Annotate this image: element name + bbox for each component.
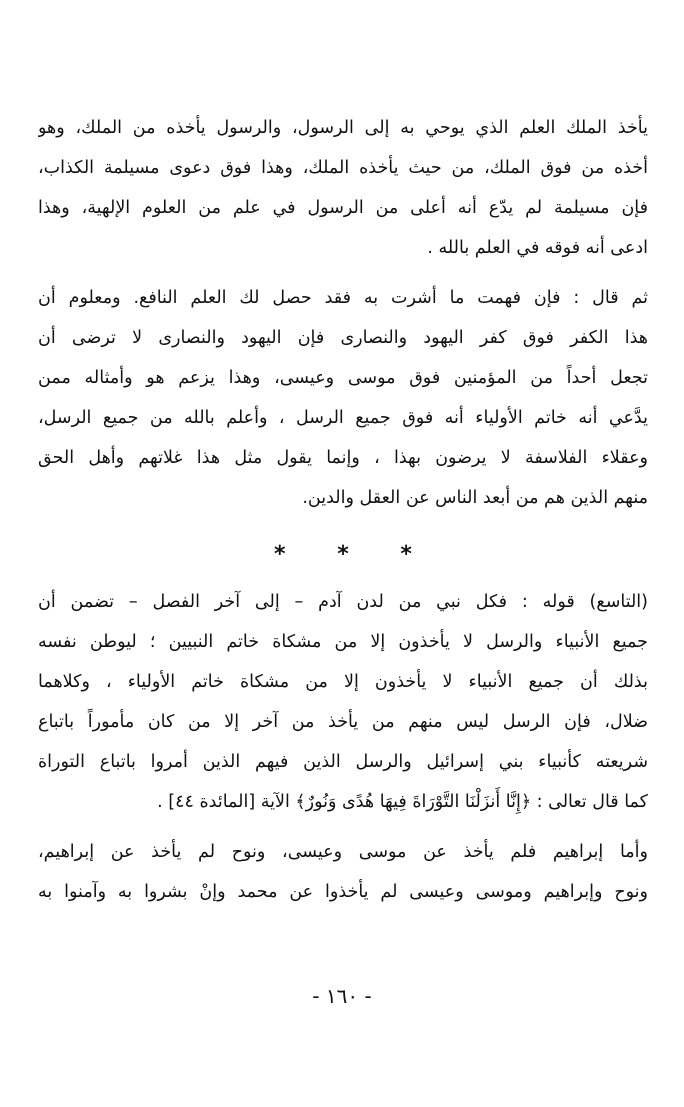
text-line: ثم قال : فإن فهمت ما أشرت به فقد حصل لك العلم النافع. ومعلوم أن — [38, 288, 648, 308]
text-line: وأما إبراهيم فلم يأخذ عن موسى وعيسى، ونوح لم يأخذ عن إبراهيم، — [38, 842, 648, 862]
separator-star: * — [274, 542, 286, 567]
section-separator — [38, 532, 648, 578]
text-line: منهم الذين هم من أبعد الناس عن العقل والدين. — [302, 488, 648, 508]
text-line: كما قال تعالى : ﴿إِنَّا أَنزَلْنَا التَّوْرَاةَ فِيهَا هُدًى وَنُورٌ﴾ الآية [المائدة ٤٤] . — [157, 792, 648, 812]
text-line: (التاسع) قوله : فكل نبي من لدن آدم – إلى آخر الفصل – تضمن أن — [38, 592, 648, 612]
text-line: تجعل أحداً من المؤمنين فوق موسى وعيسى، وهذا يزعم هو وأمثاله ممن — [38, 368, 648, 388]
text-line: وعقلاء الفلاسفة لا يرضون بهذا ، وإنما يقول مثل هذا غلاتهم وأهل الحق — [38, 448, 648, 468]
paragraph-4 — [38, 832, 648, 912]
page-body — [38, 108, 648, 922]
text-line: يدَّعي أنه خاتم الأولياء أنه فوق جميع الرسل ، وأعلم بالله من جميع الرسل، — [38, 408, 648, 428]
separator-star: * — [400, 542, 412, 567]
paragraph-2 — [38, 278, 648, 518]
text-line: أخذه من فوق الملك، من حيث يأخذه الملك، وهذا فوق دعوى مسيلمة الكذاب، — [38, 158, 648, 178]
text-line: يأخذ الملك العلم الذي يوحي به إلى الرسول، والرسول يأخذه من الملك، وهو — [38, 118, 648, 138]
text-line: بذلك أن جميع الأنبياء لا يأخذون إلا من مشكاة خاتم الأولياء ، وكلاهما — [38, 672, 648, 692]
text-line: فإن مسيلمة لم يدّع أنه أعلى من الرسول في علم من العلوم الإلهية، وهذا — [38, 198, 648, 218]
paragraph-1 — [38, 108, 648, 268]
page-number: - ١٦٠ - — [312, 984, 372, 1008]
text-line: ونوح وإبراهيم وموسى وعيسى لم يأخذوا عن محمد وإنْ بشروا به وآمنوا به — [38, 882, 648, 902]
text-line: ضلال، فإن الرسل ليس منهم من يأخذ من آخر إلا من كان مأموراً باتباع — [38, 712, 648, 732]
text-line: جميع الأنبياء والرسل لا يأخذون إلا من مشكاة خاتم النبيين ؛ ليوطن نفسه — [38, 632, 648, 652]
separator-star: * — [337, 542, 349, 567]
paragraph-3 — [38, 582, 648, 822]
text-line: شريعته كأنبياء بني إسرائيل والرسل الذين فيهم الذين أمروا باتباع التوراة — [38, 752, 648, 772]
text-line: ادعى أنه فوقه في العلم بالله . — [427, 238, 648, 258]
text-line: هذا الكفر فوق كفر اليهود والنصارى فإن اليهود والنصارى لا ترضى أن — [38, 328, 648, 348]
